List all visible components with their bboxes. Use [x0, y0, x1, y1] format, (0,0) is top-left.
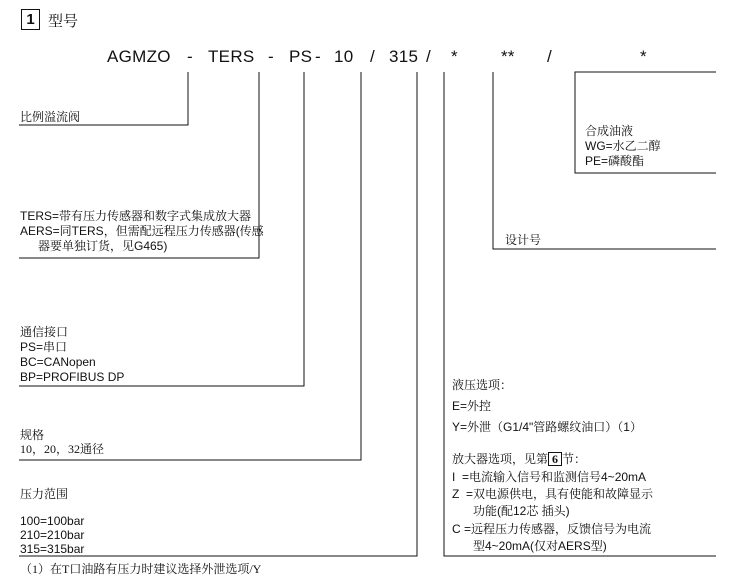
code-ps: PS — [289, 47, 313, 66]
design-label: 设计号 — [505, 233, 542, 247]
code-ters: TERS — [208, 47, 255, 66]
line-size — [19, 72, 361, 460]
code-agmzo: AGMZO — [107, 47, 171, 66]
code-dash-1: - — [187, 47, 193, 66]
hydraulic-e: E=外控 — [452, 399, 492, 413]
code-size: 10 — [334, 47, 354, 66]
pressure-100: 100=100bar — [20, 514, 85, 528]
comm-bc: BC=CANopen — [20, 355, 96, 369]
code-seal-option: * — [640, 47, 647, 66]
line-pressure — [19, 72, 417, 556]
hydraulic-y: Y=外泄（G1/4"管路螺纹油口）（1） — [452, 420, 642, 434]
amplifier-c-note: 型4~20mA(仅对AERS型) — [473, 539, 607, 553]
code-dash-3: - — [315, 47, 321, 66]
code-slash-3: / — [547, 47, 553, 66]
amplifier-i: I =电流输入信号和监测信号4~20mA — [452, 470, 647, 484]
amplifier-title-pre: 放大器选项，见第 — [452, 452, 549, 466]
type-ters: TERS=带有压力传感器和数字式集成放大器 — [20, 209, 252, 223]
size-title: 规格 — [20, 428, 45, 442]
code-slash-1: / — [370, 47, 376, 66]
type-aers-note: 器要单独订货，见G465) — [38, 239, 168, 253]
pressure-210: 210=210bar — [20, 528, 85, 542]
comm-ps: PS=串口 — [20, 340, 68, 354]
amplifier-z-note: 功能(配12芯 插头) — [473, 504, 570, 518]
amplifier-title-post: 节： — [562, 452, 587, 466]
amplifier-c: C =远程压力传感器，反馈信号为电流 — [452, 522, 652, 536]
fluid-title: 合成油液 — [585, 124, 634, 138]
code-pressure: 315 — [389, 47, 419, 66]
type-aers: AERS=同TERS，但需配远程压力传感器(传感 — [20, 224, 264, 238]
code-slash-2: / — [426, 47, 432, 66]
section-number-box: 1 — [21, 9, 40, 30]
code-dash-2: - — [268, 47, 274, 66]
pressure-title: 压力范围 — [20, 487, 69, 501]
amplifier-z: Z =双电源供电，具有使能和故障显示 — [452, 487, 654, 501]
amplifier-section-ref: 6 — [548, 452, 562, 466]
section-title: 型号 — [48, 14, 79, 30]
size-values: 10，20，32通径 — [20, 442, 105, 456]
footnote: （1）在T口油路有压力时建议选择外泄选项/Y — [20, 562, 262, 576]
fluid-pe: PE=磷酸酯 — [585, 154, 645, 168]
fluid-wg: WG=水乙二醇 — [585, 139, 661, 153]
amplifier-title — [452, 452, 586, 467]
pressure-315: 315=315bar — [20, 542, 85, 556]
code-hydraulic-option: * — [451, 47, 458, 66]
code-design-number: ** — [501, 47, 515, 66]
comm-title: 通信接口 — [20, 325, 69, 339]
comm-bp: BP=PROFIBUS DP — [20, 370, 125, 384]
valve-label: 比例溢流阀 — [20, 110, 81, 124]
hydraulic-title: 液压选项： — [452, 378, 513, 392]
